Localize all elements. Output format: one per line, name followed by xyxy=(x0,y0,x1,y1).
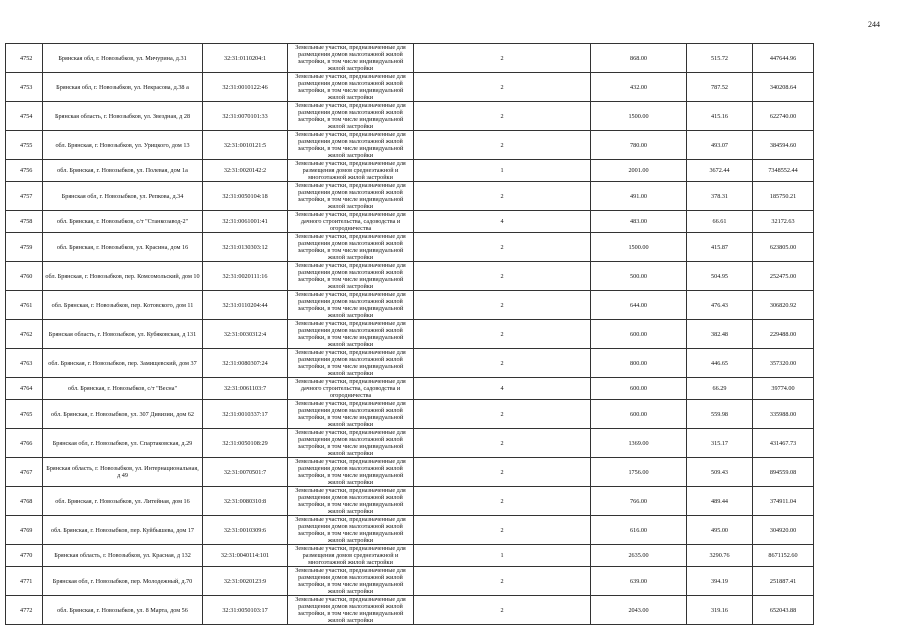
land-purpose-cell: Земельные участки, предназначенные для размещения домов малоэтажной жилой застройки, в том числе индивидуальной жилой застройки xyxy=(288,291,414,320)
area-cell: 1500.00 xyxy=(591,102,687,131)
address-cell: обл. Брянская, г. Новозыбков, с/т "Станкозавод-2" xyxy=(43,211,203,233)
row-number-cell: 4767 xyxy=(6,458,43,487)
rate-cell: 3290.76 xyxy=(687,545,753,567)
rate-cell: 446.65 xyxy=(687,349,753,378)
cadastral-value-cell: 894559.08 xyxy=(753,458,814,487)
cadastral-number-cell: 32:31:0010121:5 xyxy=(203,131,288,160)
rate-cell: 495.00 xyxy=(687,516,753,545)
row-number-cell: 4759 xyxy=(6,233,43,262)
table-row xyxy=(6,516,880,545)
group-cell: 1 xyxy=(414,160,591,182)
cadastral-value-cell: 335988.00 xyxy=(753,400,814,429)
rate-cell: 3672.44 xyxy=(687,160,753,182)
area-cell: 868.00 xyxy=(591,44,687,73)
row-number-cell: 4771 xyxy=(6,567,43,596)
group-cell: 2 xyxy=(414,291,591,320)
cadastral-number-cell: 32:31:0070101:33 xyxy=(203,102,288,131)
area-cell: 616.00 xyxy=(591,516,687,545)
row-number-cell: 4772 xyxy=(6,596,43,625)
land-purpose-cell: Земельные участки, предназначенные для размещения домов малоэтажной жилой застройки, в том числе индивидуальной жилой застройки xyxy=(288,567,414,596)
row-number-cell: 4755 xyxy=(6,131,43,160)
cadastral-value-cell: 374911.04 xyxy=(753,487,814,516)
table-row xyxy=(6,211,880,233)
rate-cell: 787.52 xyxy=(687,73,753,102)
group-cell: 2 xyxy=(414,458,591,487)
row-number-cell: 4765 xyxy=(6,400,43,429)
cadastral-number-cell: 32:31:0020142:2 xyxy=(203,160,288,182)
rate-cell: 319.16 xyxy=(687,596,753,625)
cadastral-number-cell: 32:31:0070501:7 xyxy=(203,458,288,487)
cadastral-number-cell: 32:31:0110204:1 xyxy=(203,44,288,73)
cadastral-value-cell: 622740.00 xyxy=(753,102,814,131)
cadastral-value-cell: 623805.00 xyxy=(753,233,814,262)
area-cell: 780.00 xyxy=(591,131,687,160)
group-cell: 2 xyxy=(414,73,591,102)
area-cell: 2043.00 xyxy=(591,596,687,625)
table-row xyxy=(6,400,880,429)
area-cell: 766.00 xyxy=(591,487,687,516)
cadastral-value-cell: 39774.00 xyxy=(753,378,814,400)
table-row xyxy=(6,44,880,73)
cadastral-number-cell: 32:31:0110204:44 xyxy=(203,291,288,320)
table-row xyxy=(6,291,880,320)
cadastral-value-cell: 32172.63 xyxy=(753,211,814,233)
cadastral-value-table xyxy=(5,43,880,625)
cadastral-value-cell: 185750.21 xyxy=(753,182,814,211)
cadastral-value-cell: 304920.00 xyxy=(753,516,814,545)
land-purpose-cell: Земельные участки, предназначенные для размещения домов малоэтажной жилой застройки, в том числе индивидуальной жилой застройки xyxy=(288,44,414,73)
area-cell: 491.00 xyxy=(591,182,687,211)
table-row xyxy=(6,487,880,516)
cadastral-number-cell: 32:31:0020123:9 xyxy=(203,567,288,596)
row-number-cell: 4761 xyxy=(6,291,43,320)
page-number: 244 xyxy=(868,20,880,29)
area-cell: 432.00 xyxy=(591,73,687,102)
group-cell: 2 xyxy=(414,262,591,291)
land-purpose-cell: Земельные участки, предназначенные для размещения домов малоэтажной жилой застройки, в том числе индивидуальной жилой застройки xyxy=(288,429,414,458)
rate-cell: 559.98 xyxy=(687,400,753,429)
address-cell: Брянская обл, г. Новозыбков, ул. Некрасова, д.38 а xyxy=(43,73,203,102)
address-cell: обл. Брянская, г. Новозыбков, ул. Литейная, дом 16 xyxy=(43,487,203,516)
address-cell: Брянская область, г. Новозыбков, ул. Звездная, д 28 xyxy=(43,102,203,131)
rate-cell: 315.17 xyxy=(687,429,753,458)
table-row xyxy=(6,262,880,291)
cadastral-number-cell: 32:31:0010309:6 xyxy=(203,516,288,545)
area-cell: 600.00 xyxy=(591,378,687,400)
rate-cell: 509.43 xyxy=(687,458,753,487)
cadastral-number-cell: 32:31:0061103:7 xyxy=(203,378,288,400)
address-cell: Брянская область, г. Новозыбков, ул. Красная, д 132 xyxy=(43,545,203,567)
cadastral-value-cell: 652043.88 xyxy=(753,596,814,625)
rate-cell: 504.95 xyxy=(687,262,753,291)
cadastral-value-cell: 229488.00 xyxy=(753,320,814,349)
group-cell: 2 xyxy=(414,131,591,160)
table-row xyxy=(6,182,880,211)
table-row xyxy=(6,596,880,625)
group-cell: 2 xyxy=(414,487,591,516)
area-cell: 483.00 xyxy=(591,211,687,233)
table-row xyxy=(6,160,880,182)
rate-cell: 489.44 xyxy=(687,487,753,516)
area-cell: 600.00 xyxy=(591,400,687,429)
table-row xyxy=(6,233,880,262)
rate-cell: 415.16 xyxy=(687,102,753,131)
group-cell: 4 xyxy=(414,211,591,233)
group-cell: 2 xyxy=(414,102,591,131)
cadastral-value-cell: 8671152.60 xyxy=(753,545,814,567)
address-cell: обл. Брянская, г. Новозыбков, пер. Замищевский, дом 37 xyxy=(43,349,203,378)
land-purpose-cell: Земельные участки, предназначенные для размещения домов малоэтажной жилой застройки, в том числе индивидуальной жилой застройки xyxy=(288,400,414,429)
cadastral-number-cell: 32:31:0080310:8 xyxy=(203,487,288,516)
area-cell: 2635.00 xyxy=(591,545,687,567)
area-cell: 644.00 xyxy=(591,291,687,320)
row-number-cell: 4752 xyxy=(6,44,43,73)
row-number-cell: 4764 xyxy=(6,378,43,400)
table-row xyxy=(6,102,880,131)
table-row xyxy=(6,567,880,596)
row-number-cell: 4763 xyxy=(6,349,43,378)
row-number-cell: 4762 xyxy=(6,320,43,349)
rate-cell: 66.29 xyxy=(687,378,753,400)
rate-cell: 378.31 xyxy=(687,182,753,211)
rate-cell: 66.61 xyxy=(687,211,753,233)
row-number-cell: 4757 xyxy=(6,182,43,211)
group-cell: 2 xyxy=(414,44,591,73)
row-number-cell: 4770 xyxy=(6,545,43,567)
row-number-cell: 4753 xyxy=(6,73,43,102)
land-purpose-cell: Земельные участки, предназначенные для размещения домов малоэтажной жилой застройки, в том числе индивидуальной жилой застройки xyxy=(288,596,414,625)
area-cell: 2001.00 xyxy=(591,160,687,182)
cadastral-value-cell: 251887.41 xyxy=(753,567,814,596)
address-cell: Брянская обл, г. Новозыбков, пер. Молодежный, д.70 xyxy=(43,567,203,596)
group-cell: 2 xyxy=(414,400,591,429)
group-cell: 1 xyxy=(414,545,591,567)
group-cell: 2 xyxy=(414,320,591,349)
address-cell: обл. Брянская, г. Новозыбков, пер. Комсомольский, дом 10 xyxy=(43,262,203,291)
cadastral-value-cell: 431467.73 xyxy=(753,429,814,458)
address-cell: Брянская область, г. Новозыбков, ул. Интернациональная, д 49 xyxy=(43,458,203,487)
area-cell: 800.00 xyxy=(591,349,687,378)
cadastral-number-cell: 32:31:0050103:17 xyxy=(203,596,288,625)
land-purpose-cell: Земельные участки, предназначенные для размещения домов малоэтажной жилой застройки, в том числе индивидуальной жилой застройки xyxy=(288,458,414,487)
address-cell: Брянская обл, г. Новозыбков, ул. Репкова, д.34 xyxy=(43,182,203,211)
group-cell: 2 xyxy=(414,182,591,211)
row-number-cell: 4754 xyxy=(6,102,43,131)
table-row xyxy=(6,429,880,458)
land-purpose-cell: Земельные участки, предназначенные для дачного строительства, садоводства и огородничества xyxy=(288,378,414,400)
table-row xyxy=(6,378,880,400)
cadastral-value-cell: 384594.60 xyxy=(753,131,814,160)
land-purpose-cell: Земельные участки, предназначенные для размещения домов малоэтажной жилой застройки, в том числе индивидуальной жилой застройки xyxy=(288,102,414,131)
cadastral-number-cell: 32:31:0050104:18 xyxy=(203,182,288,211)
rate-cell: 382.48 xyxy=(687,320,753,349)
group-cell: 4 xyxy=(414,378,591,400)
group-cell: 2 xyxy=(414,596,591,625)
row-number-cell: 4768 xyxy=(6,487,43,516)
area-cell: 1369.00 xyxy=(591,429,687,458)
address-cell: Брянская обл, г. Новозыбков, ул. Мичурина, д.31 xyxy=(43,44,203,73)
group-cell: 2 xyxy=(414,233,591,262)
cadastral-number-cell: 32:31:0130303:12 xyxy=(203,233,288,262)
area-cell: 500.00 xyxy=(591,262,687,291)
land-purpose-cell: Земельные участки, предназначенные для размещения домов малоэтажной жилой застройки, в том числе индивидуальной жилой застройки xyxy=(288,487,414,516)
table-row xyxy=(6,131,880,160)
land-purpose-cell: Земельные участки, предназначенные для размещения домов малоэтажной жилой застройки, в том числе индивидуальной жилой застройки xyxy=(288,516,414,545)
cadastral-number-cell: 32:31:0020111:16 xyxy=(203,262,288,291)
rate-cell: 394.19 xyxy=(687,567,753,596)
cadastral-value-cell: 7348552.44 xyxy=(753,160,814,182)
address-cell: Брянская обл, г. Новозыбков, ул. Спартаковская, д.29 xyxy=(43,429,203,458)
table-row xyxy=(6,349,880,378)
rate-cell: 476.43 xyxy=(687,291,753,320)
address-cell: обл. Брянская, г. Новозыбков, ул. Урицкого, дом 13 xyxy=(43,131,203,160)
address-cell: обл. Брянская, г. Новозыбков, ул. 8 Марта, дом 56 xyxy=(43,596,203,625)
area-cell: 1500.00 xyxy=(591,233,687,262)
group-cell: 2 xyxy=(414,516,591,545)
cadastral-value-cell: 252475.00 xyxy=(753,262,814,291)
group-cell: 2 xyxy=(414,429,591,458)
land-purpose-cell: Земельные участки, предназначенные для размещения домов малоэтажной жилой застройки, в том числе индивидуальной жилой застройки xyxy=(288,320,414,349)
cadastral-number-cell: 32:31:0061001:41 xyxy=(203,211,288,233)
row-number-cell: 4760 xyxy=(6,262,43,291)
cadastral-number-cell: 32:31:0010337:17 xyxy=(203,400,288,429)
rate-cell: 515.72 xyxy=(687,44,753,73)
address-cell: обл. Брянская, г. Новозыбков, с/т "Весна" xyxy=(43,378,203,400)
land-purpose-cell: Земельные участки, предназначенные для размещения домов малоэтажной жилой застройки, в том числе индивидуальной жилой застройки xyxy=(288,349,414,378)
group-cell: 2 xyxy=(414,567,591,596)
land-purpose-cell: Земельные участки, предназначенные для дачного строительства, садоводства и огородничества xyxy=(288,211,414,233)
cadastral-number-cell: 32:31:0080307:24 xyxy=(203,349,288,378)
cadastral-number-cell: 32:31:0030312:4 xyxy=(203,320,288,349)
address-cell: обл. Брянская, г. Новозыбков, ул. Красина, дом 16 xyxy=(43,233,203,262)
land-purpose-cell: Земельные участки, предназначенные для размещения домов малоэтажной жилой застройки, в том числе индивидуальной жилой застройки xyxy=(288,73,414,102)
row-number-cell: 4769 xyxy=(6,516,43,545)
cadastral-value-cell: 306820.92 xyxy=(753,291,814,320)
area-cell: 1756.00 xyxy=(591,458,687,487)
address-cell: обл. Брянская, г. Новозыбков, пер. Куйбышева, дом 17 xyxy=(43,516,203,545)
land-purpose-cell: Земельные участки, предназначенные для размещения домов малоэтажной жилой застройки, в том числе индивидуальной жилой застройки xyxy=(288,233,414,262)
address-cell: обл. Брянская, г. Новозыбков, ул. 307 Дивизии, дом 62 xyxy=(43,400,203,429)
rate-cell: 415.87 xyxy=(687,233,753,262)
table-row xyxy=(6,73,880,102)
address-cell: Брянская область, г. Новозыбков, ул. Кубяковская, д 131 xyxy=(43,320,203,349)
table-row xyxy=(6,545,880,567)
table-body xyxy=(6,44,880,625)
area-cell: 600.00 xyxy=(591,320,687,349)
group-cell: 2 xyxy=(414,349,591,378)
cadastral-value-cell: 357320.00 xyxy=(753,349,814,378)
table-row xyxy=(6,320,880,349)
cadastral-value-cell: 447644.96 xyxy=(753,44,814,73)
land-purpose-cell: Земельные участки, предназначенные для размещения домов среднеэтажной и многоэтажной жилой застройки xyxy=(288,160,414,182)
address-cell: обл. Брянская, г. Новозыбков, пер. Котовского, дом 11 xyxy=(43,291,203,320)
land-purpose-cell: Земельные участки, предназначенные для размещения домов среднеэтажной и многоэтажной жилой застройки xyxy=(288,545,414,567)
table-row xyxy=(6,458,880,487)
cadastral-number-cell: 32:31:0040114:101 xyxy=(203,545,288,567)
cadastral-number-cell: 32:31:0010122:46 xyxy=(203,73,288,102)
rate-cell: 493.07 xyxy=(687,131,753,160)
land-purpose-cell: Земельные участки, предназначенные для размещения домов малоэтажной жилой застройки, в том числе индивидуальной жилой застройки xyxy=(288,131,414,160)
land-purpose-cell: Земельные участки, предназначенные для размещения домов малоэтажной жилой застройки, в том числе индивидуальной жилой застройки xyxy=(288,182,414,211)
row-number-cell: 4758 xyxy=(6,211,43,233)
row-number-cell: 4756 xyxy=(6,160,43,182)
row-number-cell: 4766 xyxy=(6,429,43,458)
cadastral-value-cell: 340208.64 xyxy=(753,73,814,102)
area-cell: 639.00 xyxy=(591,567,687,596)
cadastral-number-cell: 32:31:0050108:29 xyxy=(203,429,288,458)
address-cell: обл. Брянская, г. Новозыбков, ул. Полевая, дом 1а xyxy=(43,160,203,182)
land-purpose-cell: Земельные участки, предназначенные для размещения домов малоэтажной жилой застройки, в том числе индивидуальной жилой застройки xyxy=(288,262,414,291)
